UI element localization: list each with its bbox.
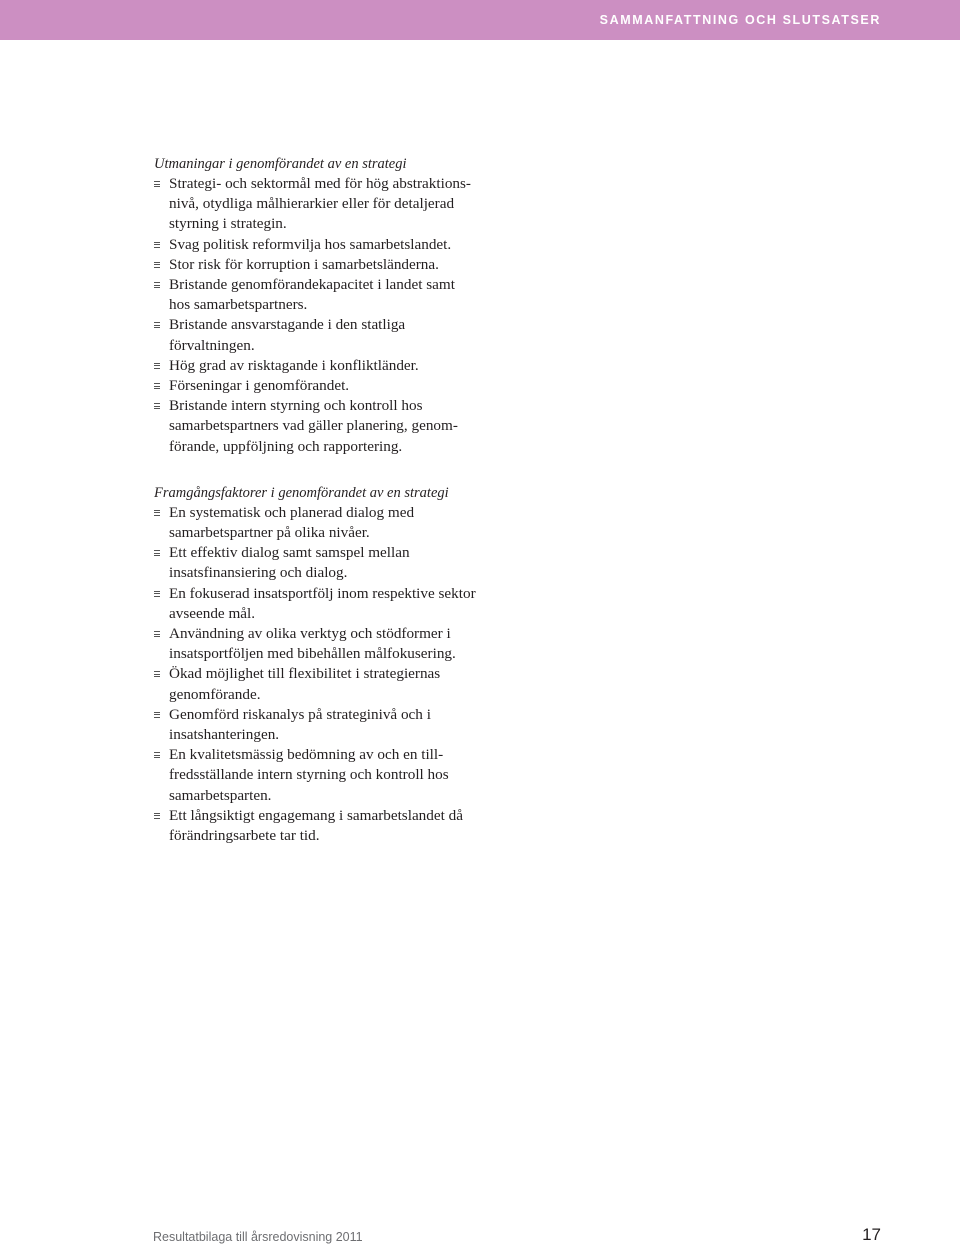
list-item-text: [169, 315, 514, 355]
text-line: samarbetsparten.: [169, 786, 272, 804]
list-item: [154, 235, 514, 255]
list-item-text: [169, 503, 514, 543]
list-item-text: [169, 624, 514, 664]
bullet-icon: [154, 624, 169, 644]
bullet-icon: [154, 745, 169, 765]
list-item-text: [169, 255, 514, 275]
bullet-icon: [154, 255, 169, 275]
page-number: 17: [862, 1225, 881, 1244]
list-item: [154, 255, 514, 275]
text-line: Ett långsiktigt engagemang i samarbetslandet då: [169, 806, 463, 824]
list-item-text: [169, 275, 514, 315]
list-item-text: [169, 664, 514, 704]
list-item-text: [169, 543, 514, 583]
bullet-icon: [154, 174, 169, 194]
bullet-icon: [154, 356, 169, 376]
list-item: [154, 806, 514, 846]
challenges-list: [154, 174, 514, 457]
list-item-text: [169, 806, 514, 846]
list-item: [154, 174, 514, 235]
list-item: [154, 705, 514, 745]
text-line: Användning av olika verktyg och stödformer i: [169, 625, 451, 643]
text-line: nivå, otydliga målhierarkier eller för detaljerad: [169, 195, 455, 213]
text-line: Svag politisk reformvilja hos samarbetslandet.: [169, 235, 452, 253]
text-line: avseende mål.: [169, 604, 256, 622]
text-line: samarbetspartners vad gäller planering, genom-: [169, 417, 458, 435]
text-line: genomförande.: [169, 685, 261, 703]
list-item: [154, 543, 514, 583]
text-line: insatsfinansiering och dialog.: [169, 564, 348, 582]
text-line: En kvalitetsmässig bedömning av och en till-: [169, 746, 444, 764]
text-line: Genomförd riskanalys på strateginivå och i: [169, 705, 431, 723]
text-line: styrning i strategin.: [169, 215, 287, 233]
bullet-icon: [154, 376, 169, 396]
text-line: Ett effektiv dialog samt samspel mellan: [169, 544, 410, 562]
list-item-text: [169, 584, 514, 624]
bullet-icon: [154, 705, 169, 725]
list-item: [154, 396, 514, 457]
text-line: insatsportföljen med bibehållen målfokusering.: [169, 645, 456, 663]
bullet-icon: [154, 275, 169, 295]
success-factors-heading: Framgångsfaktorer i genomförandet av en strategi: [154, 484, 449, 501]
list-item-text: [169, 235, 514, 255]
text-line: hos samarbetspartners.: [169, 296, 308, 314]
block-spacer: [154, 457, 514, 483]
bullet-icon: [154, 543, 169, 563]
list-item-text: [169, 174, 514, 235]
text-line: Strategi- och sektormål med för hög abstraktions-: [169, 175, 471, 192]
list-item: [154, 503, 514, 543]
bullet-icon: [154, 235, 169, 255]
list-item: [154, 275, 514, 315]
header-band: [0, 0, 960, 40]
text-line: Hög grad av risktagande i konfliktländer.: [169, 356, 419, 374]
list-item: [154, 356, 514, 376]
list-item: [154, 376, 514, 396]
text-line: förvaltningen.: [169, 336, 255, 354]
list-item-text: [169, 376, 514, 396]
text-line: Bristande intern styrning och kontroll hos: [169, 397, 423, 415]
success-factors-list: [154, 503, 514, 846]
list-item-text: [169, 356, 514, 376]
list-item: [154, 664, 514, 704]
bullet-icon: [154, 664, 169, 684]
main-content: [154, 154, 514, 846]
section-title: SAMMANFATTNING OCH SLUTSATSER: [599, 13, 881, 27]
bullet-icon: [154, 315, 169, 335]
bullet-icon: [154, 584, 169, 604]
text-line: En fokuserad insatsportfölj inom respektive sektor: [169, 584, 476, 602]
text-line: förande, uppföljning och rapportering.: [169, 437, 403, 455]
bullet-icon: [154, 503, 169, 523]
list-item-text: [169, 745, 514, 806]
text-line: En systematisk och planerad dialog med: [169, 503, 415, 521]
list-item: [154, 745, 514, 806]
text-line: Bristande ansvarstagande i den statliga: [169, 316, 406, 334]
list-item-text: [169, 396, 514, 457]
text-line: förändringsarbete tar tid.: [169, 827, 320, 845]
list-item-text: [169, 705, 514, 745]
list-item: [154, 624, 514, 664]
bullet-icon: [154, 396, 169, 416]
text-line: fredsställande intern styrning och kontroll hos: [169, 766, 449, 784]
list-item: [154, 315, 514, 355]
challenges-heading: Utmaningar i genomförandet av en strategi: [154, 156, 407, 172]
text-line: Bristande genomförandekapacitet i landet samt: [169, 276, 455, 294]
bullet-icon: [154, 806, 169, 826]
text-line: samarbetspartner på olika nivåer.: [169, 524, 370, 542]
text-line: Ökad möjlighet till flexibilitet i strategiernas: [169, 665, 441, 683]
footer-publication-title: Resultatbilaga till årsredovisning 2011: [153, 1230, 363, 1244]
list-item: [154, 584, 514, 624]
text-line: Förseningar i genomförandet.: [169, 377, 350, 395]
text-line: insatshanteringen.: [169, 726, 280, 744]
text-line: Stor risk för korruption i samarbetsländerna.: [169, 255, 439, 273]
